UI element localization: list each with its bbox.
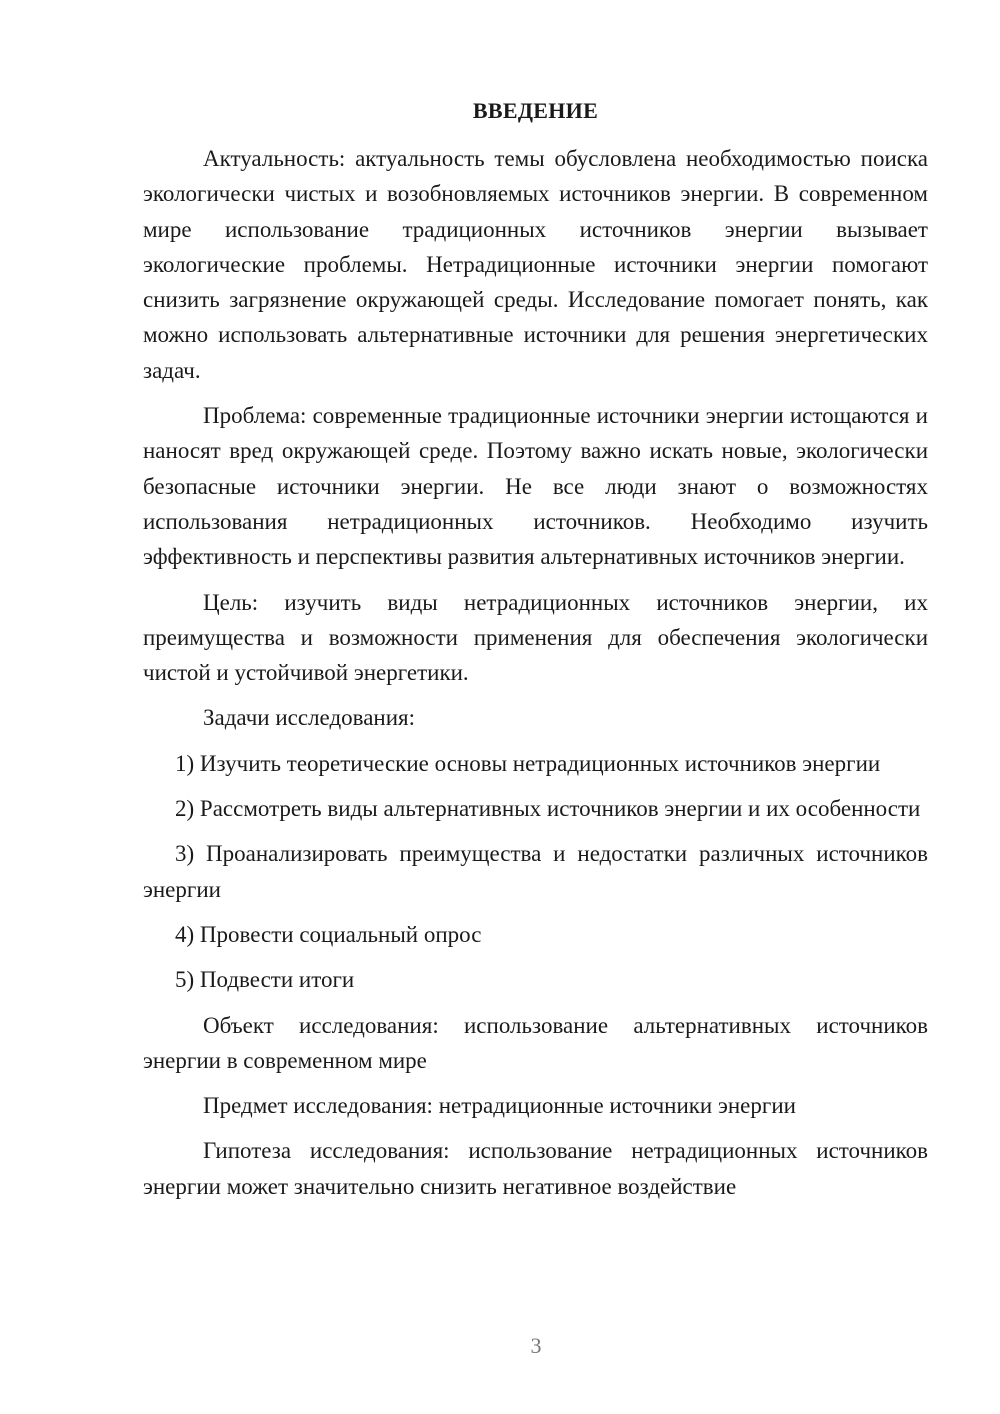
paragraph-problem: Проблема: современные традиционные источники энергии истощаются и наносят вред окружающей среде. Поэтому важно искать новые, экологически безопасные источники энергии. Не все люди знают о возможностях использования нетрадиционных источников. Необходимо изучить эффективность и перспективы развития альтернативных источников энергии.: [143, 403, 928, 570]
paragraph-object: Объект исследования: использование альтернативных источников энергии в современном мире: [143, 1012, 928, 1073]
task-item-3: 3) Проанализировать преимущества и недостатки различных источников энергии: [143, 841, 928, 902]
page-title: ВВЕДЕНИЕ: [472, 98, 599, 123]
tasks-heading: Задачи исследования:: [203, 705, 416, 731]
task-item-4: 4) Провести социальный опрос: [175, 921, 482, 947]
paragraph-goal: Цель: изучить виды нетрадиционных источников энергии, их преимущества и возможности применения для обеспечения экологически чистой и устойчивой энергетики.: [143, 589, 928, 686]
paragraph-relevance: Актуальность: актуальность темы обусловлена необходимостью поиска экологически чистых и возобновляемых источников энергии. В современном мире использование традиционных источников энергии вызывает экологические проблемы. Нетрадиционные источники энергии помогают снизить загрязнение окружающей среды. Исследование помогает понять, как можно использовать альтернативные источники для решения энергетических задач.: [143, 146, 928, 383]
task-item-5: 5) Подвести итоги: [175, 967, 355, 993]
paragraph-subject: Предмет исследования: нетрадиционные источники энергии: [203, 1093, 796, 1119]
page-content: [143, 93, 928, 1204]
task-item-2: 2) Рассмотреть виды альтернативных источников энергии и их особенности: [175, 796, 921, 822]
paragraph-hypothesis: Гипотеза исследования: использование нетрадиционных источников энергии может значительно снизить негативное воздействие: [143, 1138, 928, 1199]
task-item-1: 1) Изучить теоретические основы нетрадиционных источников энергии: [175, 750, 881, 776]
page-number: 3: [530, 1333, 542, 1358]
